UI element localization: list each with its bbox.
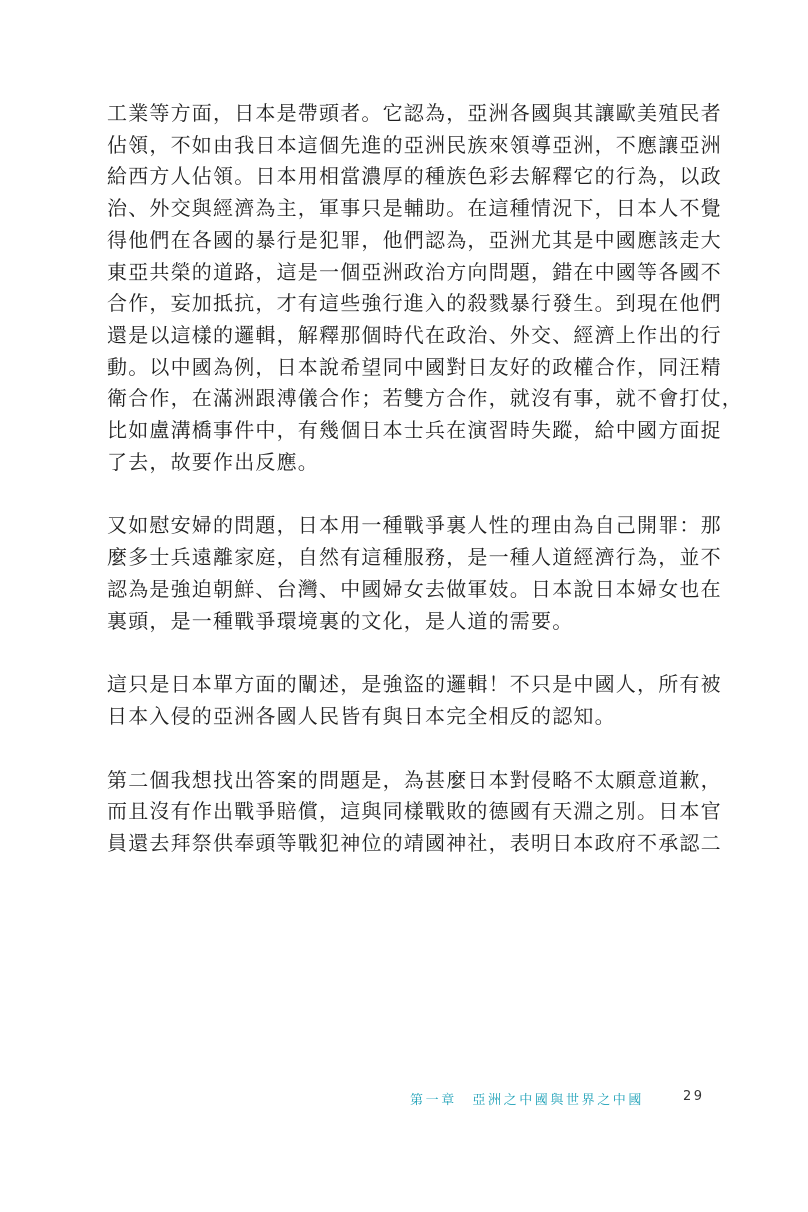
text-line: 第二個我想找出答案的問題是，為甚麼日本對侵略不太願意道歉， xyxy=(107,767,722,792)
running-head-chapter-title: 第一章 亞洲之中國與世界之中國 xyxy=(410,1093,645,1108)
text-line: 比如盧溝橋事件中，有幾個日本士兵在演習時失蹤，給中國方面捉 xyxy=(107,418,722,443)
text-line: 佔領，不如由我日本這個先進的亞洲民族來領導亞洲，不應讓亞洲 xyxy=(107,132,722,157)
text-line: 又如慰安婦的問題，日本用一種戰爭裏人性的理由為自己開罪：那 xyxy=(107,513,722,538)
page-footer xyxy=(0,1089,808,1111)
text-line: 得他們在各國的暴行是犯罪，他們認為，亞洲尤其是中國應該走大 xyxy=(107,227,722,252)
text-line: 合作，妄加抵抗，才有這些強行進入的殺戮暴行發生。到現在他們 xyxy=(107,291,722,316)
text-line: 了去，故要作出反應。 xyxy=(107,449,319,474)
body-text xyxy=(107,98,743,892)
text-line: 衛合作，在滿洲跟溥儀合作；若雙方合作，就沒有事，就不會打仗， xyxy=(107,386,743,411)
text-line: 治、外交與經濟為主，軍事只是輔助。在這種情況下，日本人不覺 xyxy=(107,196,722,221)
text-line: 還是以這樣的邏輯，解釋那個時代在政治、外交、經濟上作出的行 xyxy=(107,322,722,347)
paragraph-3 xyxy=(107,669,722,732)
paragraph-4 xyxy=(107,765,722,860)
text-line: 工業等方面，日本是帶頭者。它認為，亞洲各國與其讓歐美殖民者 xyxy=(107,101,722,125)
text-line: 動。以中國為例，日本說希望同中國對日友好的政權合作，同汪精 xyxy=(107,354,722,379)
text-line: 裏頭，是一種戰爭環境裏的文化，是人道的需要。 xyxy=(107,608,574,633)
text-line: 員還去拜祭供奉頭等戰犯神位的靖國神社，表明日本政府不承認二 xyxy=(107,831,722,856)
text-line: 認為是強迫朝鮮、台灣、中國婦女去做軍妓。日本說日本婦女也在 xyxy=(107,576,722,601)
text-line: 日本入侵的亞洲各國人民皆有與日本完全相反的認知。 xyxy=(107,703,616,728)
page-number: 29 xyxy=(683,1089,705,1104)
text-line: 這只是日本單方面的闡述，是強盜的邏輯！不只是中國人，所有被 xyxy=(107,672,722,697)
text-line: 東亞共榮的道路，這是一個亞洲政治方向問題，錯在中國等各國不 xyxy=(107,259,722,284)
text-line: 麼多士兵遠離家庭，自然有這種服務，是一種人道經濟行為，並不 xyxy=(107,545,722,570)
paragraph-1 xyxy=(107,98,743,478)
text-line: 給西方人佔領。日本用相當濃厚的種族色彩去解釋它的行為，以政 xyxy=(107,164,722,189)
text-line: 而且沒有作出戰爭賠償，這與同樣戰敗的德國有天淵之別。日本官 xyxy=(107,799,722,824)
paragraph-2 xyxy=(107,510,722,637)
